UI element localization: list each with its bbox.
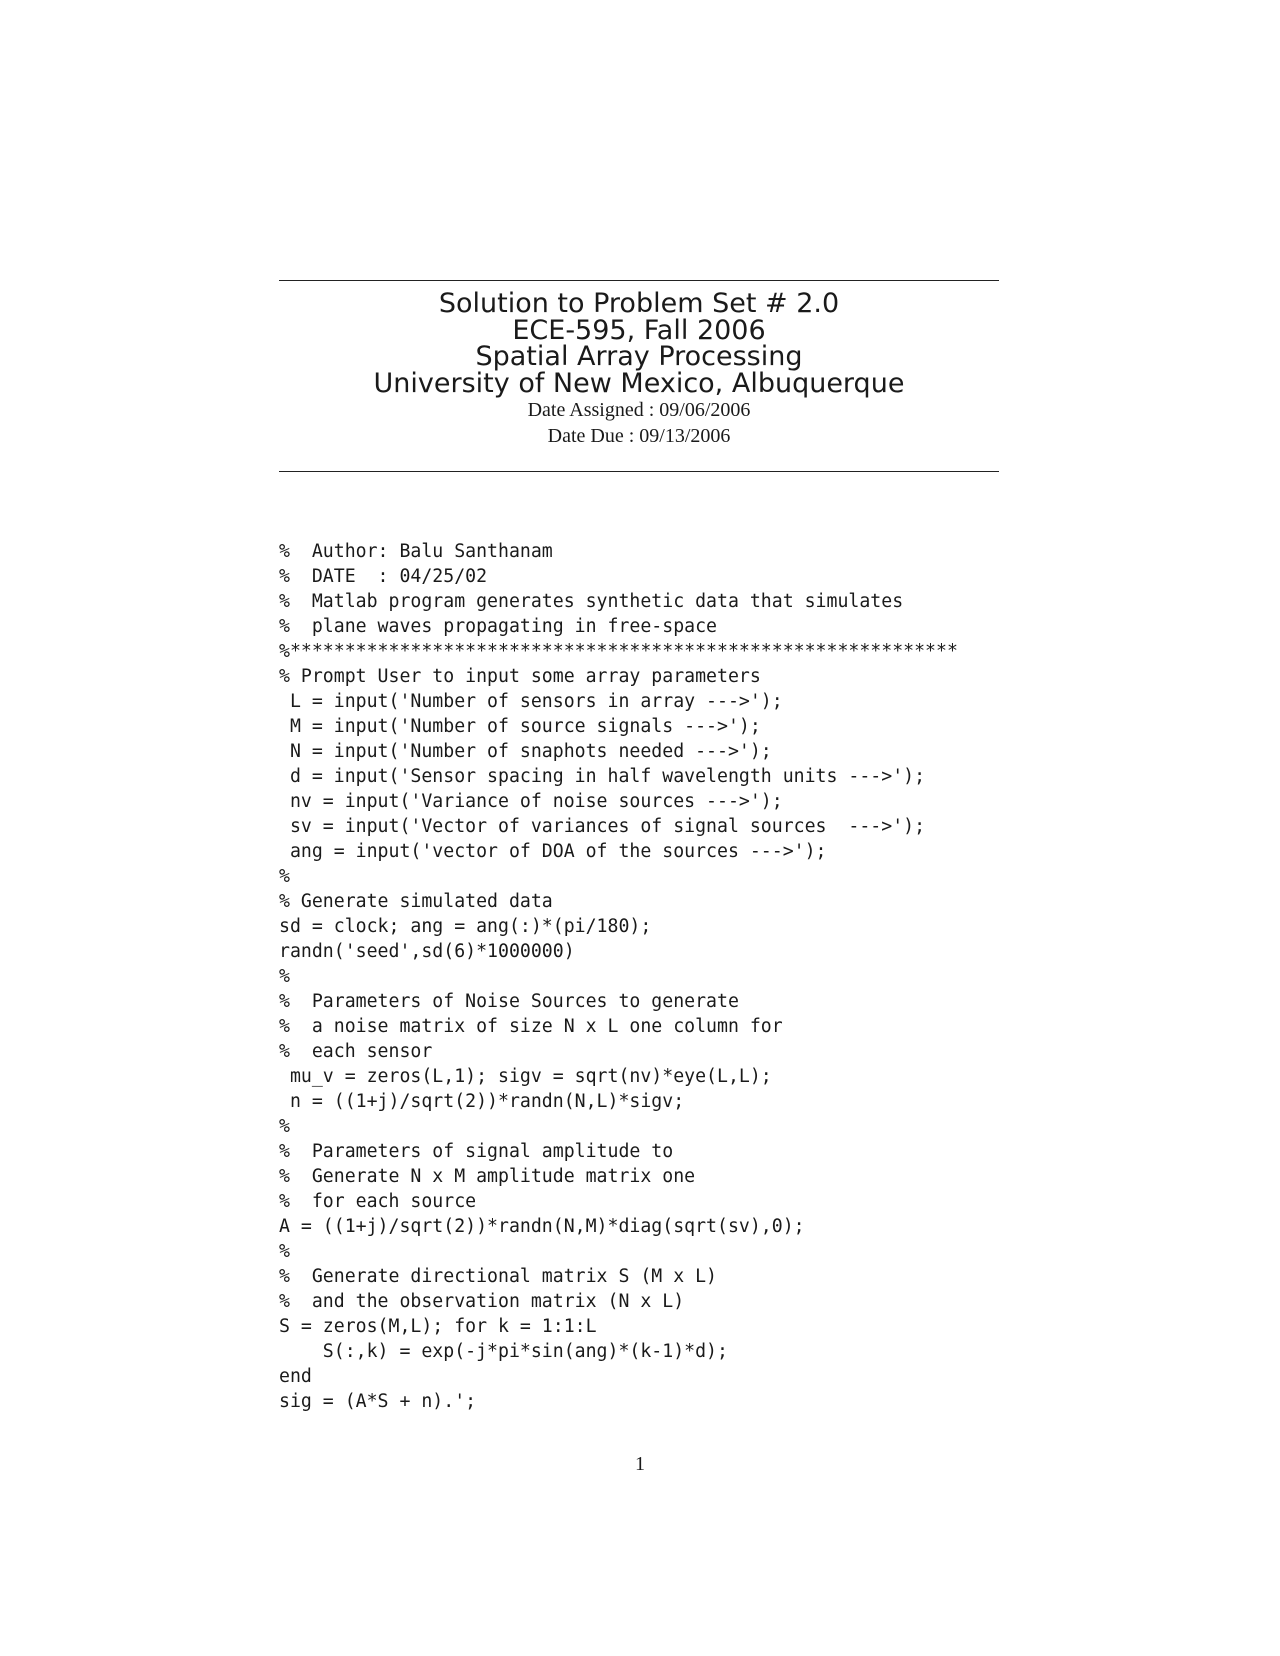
code-line: % Author: Balu Santhanam — [279, 541, 553, 562]
page-number: 1 — [635, 1453, 645, 1475]
code-line: L = input('Number of sensors in array --->'); — [279, 691, 783, 712]
code-line: % — [279, 866, 290, 887]
code-line: end — [279, 1366, 312, 1387]
title-block — [279, 288, 999, 449]
code-line: M = input('Number of source signals --->'); — [279, 716, 761, 737]
code-line: S(:,k) = exp(-j*pi*sin(ang)*(k-1)*d); — [279, 1341, 728, 1362]
code-line: % Generate simulated data — [279, 891, 553, 912]
code-line: A = ((1+j)/sqrt(2))*randn(N,M)*diag(sqrt(sv),0); — [279, 1216, 805, 1237]
date-assigned: Date Assigned : 09/06/2006 — [527, 399, 751, 421]
date-due: Date Due : 09/13/2006 — [547, 424, 731, 447]
course-name: ECE-595, Fall 2006 — [512, 314, 766, 346]
code-line: % each sensor — [279, 1041, 433, 1062]
code-line: randn('seed',sd(6)*1000000) — [279, 941, 575, 962]
code-line: N = input('Number of snaphots needed --->'); — [279, 741, 772, 762]
code-line: % — [279, 1241, 290, 1262]
code-line: % — [279, 966, 290, 987]
code-line: d = input('Sensor spacing in half wavelength units --->'); — [279, 766, 926, 787]
header-top-rule — [279, 280, 999, 281]
code-line: sv = input('Vector of variances of signal sources --->'); — [279, 816, 926, 837]
code-line: S = zeros(M,L); for k = 1:1:L — [279, 1316, 597, 1337]
code-line: % Generate N x M amplitude matrix one — [279, 1166, 696, 1187]
header-bottom-rule — [279, 471, 999, 472]
code-line: sd = clock; ang = ang(:)*(pi/180); — [279, 916, 652, 937]
code-line: mu_v = zeros(L,1); sigv = sqrt(nv)*eye(L,L); — [279, 1066, 772, 1087]
subject-name: Spatial Array Processing — [475, 341, 803, 372]
code-line: % Prompt User to input some array parameters — [279, 666, 761, 687]
code-line: n = ((1+j)/sqrt(2))*randn(N,L)*sigv; — [279, 1091, 685, 1112]
code-line: %************************************************************* — [279, 641, 958, 662]
university-name: University of New Mexico, Albuquerque — [373, 367, 905, 399]
code-line: % plane waves propagating in free-space — [279, 616, 717, 637]
code-line: % Parameters of Noise Sources to generate — [279, 991, 739, 1012]
code-line: % for each source — [279, 1191, 477, 1212]
code-line: % Matlab program generates synthetic data that simulates — [279, 591, 904, 612]
code-line: % DATE : 04/25/02 — [279, 566, 488, 587]
code-line: % Parameters of signal amplitude to — [279, 1141, 674, 1162]
code-line: nv = input('Variance of noise sources --->'); — [279, 791, 783, 812]
problem-set-title: Solution to Problem Set # 2.0 — [438, 288, 840, 319]
code-line: sig = (A*S + n).'; — [279, 1391, 477, 1412]
code-line: % and the observation matrix (N x L) — [279, 1291, 685, 1312]
code-line: ang = input('vector of DOA of the sources --->'); — [279, 841, 827, 862]
matlab-code-listing — [279, 539, 958, 1414]
code-line: % a noise matrix of size N x L one column for — [279, 1016, 783, 1037]
code-line: % — [279, 1116, 290, 1137]
code-line: % Generate directional matrix S (M x L) — [279, 1266, 717, 1287]
